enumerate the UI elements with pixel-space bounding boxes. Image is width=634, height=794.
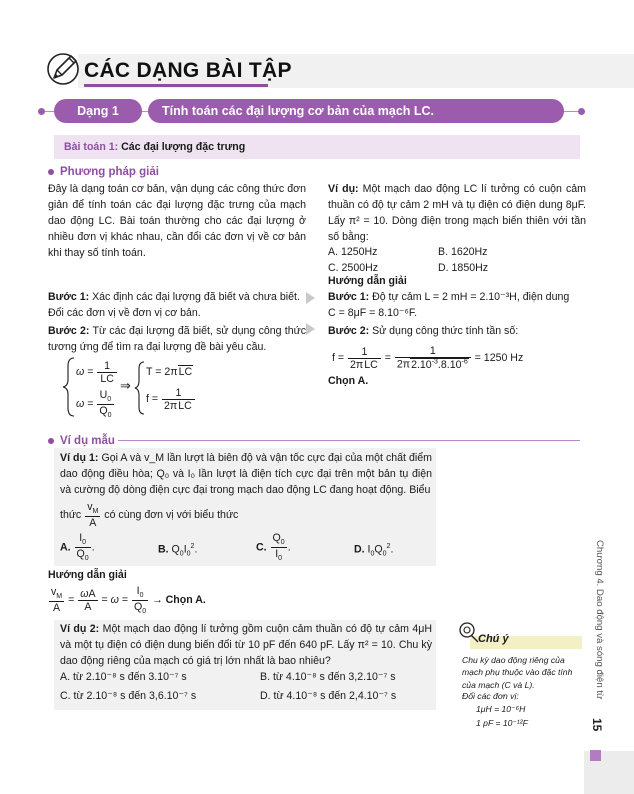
example-answer: Chọn A. bbox=[328, 375, 369, 387]
example-step2: Bước 2: Sử dụng công thức tính tần số: bbox=[328, 325, 519, 337]
pencil-icon bbox=[44, 48, 84, 88]
bai-toan-box bbox=[54, 135, 580, 159]
example2-text: Ví dụ 2: Một mạch dao động lí tưởng gồm cuộn cảm thuần có độ tự cảm 4μH và một tụ điện có điện dung biến đổi từ 10 pF đến 640 pF. Lấy π² = 10. Chu kỳ dao động riêng của mạch có giá trị lớn nhất là bao nhiêu? bbox=[60, 623, 432, 667]
bullet-icon bbox=[48, 169, 54, 175]
method-step1: Bước 1: Xác định các đại lượng đã biết và chưa biết. Đổi các đơn vị về đơn vị cơ bản. bbox=[48, 291, 300, 319]
dang-title: Tính toán các đại lượng cơ bản của mạch LC. bbox=[148, 99, 564, 123]
chu-y-unit2: 1 pF = 10⁻¹²F bbox=[476, 718, 528, 728]
bullet-icon bbox=[48, 438, 54, 444]
chapter-side-label: Chương 4. Dao động và sóng điện từ bbox=[594, 540, 605, 700]
method-intro: Đây là dạng toán cơ bản, vận dụng các công thức đơn giản để tính toán các đại lượng đặc trưng của mạch dao động LC. Bài toán thường cho các đại lượng ở nhiều đơn vị khác nhau, cần đổi các đơn vị về cơ bản khi thay số tính toán. bbox=[48, 183, 306, 259]
example1-solution: $\frac{v_M}{A}$ = $\frac{\omega A}{A}$ = ω = $\frac{I_0}{Q_0}$ → Chọn A. bbox=[51, 584, 206, 615]
dang-dot-right bbox=[578, 108, 585, 115]
bai-toan-title: Các đại lượng đặc trưng bbox=[121, 141, 246, 153]
title-underline bbox=[84, 84, 268, 87]
chu-y-unit1: 1μH = 10⁻⁶H bbox=[476, 704, 526, 714]
method-step2: Bước 2: Từ các đại lượng đã biết, sử dụng công thức tương ứng để tìm ra đại lượng đề bài yêu cầu. bbox=[48, 325, 307, 353]
example-step1-line2: C = 8μF = 8.10⁻⁶F. bbox=[328, 307, 418, 319]
example1-text: Ví dụ 1: Gọi A và v_M lần lượt là biên độ và vận tốc cực đại của một chất điểm dao động điều hòa; Q₀ và I₀ lần lượt là điện tích cực đại trên một bản tụ điện và cường độ dòng điện cực đại trong mạch dao động LC đang hoạt động. Biểu bbox=[60, 452, 432, 496]
corner-square bbox=[590, 750, 601, 761]
page-title: CÁC DẠNG BÀI TẬP bbox=[84, 59, 292, 82]
example2-options: A. từ 2.10⁻⁸ s đến 3.10⁻⁷ s B. từ 4.10⁻⁸ s đến 3,2.10⁻⁷ s C. từ 2.10⁻⁸ s đến 3,6.10⁻⁷ s D. từ 4.10⁻⁸ s đến 2,4.10⁻⁷ s bbox=[60, 671, 397, 702]
formula-period: T = 2πLC f = $\frac{1}{\text{2πLC}}$ bbox=[146, 362, 226, 416]
chu-y-text: Chu kỳ dao động riêng của mạch phụ thuộc vào đặc tính của mạch (C và L). bbox=[462, 655, 573, 690]
arrow-step2-icon bbox=[306, 323, 315, 335]
page-number: 15 bbox=[590, 718, 604, 732]
example-question: Ví dụ: Một mạch dao động LC lí tưởng có cuộn cảm thuần có độ tự cảm 2 mH và tụ điện có điện dung 8μF. Lấy π² = 10. Dòng điện trong mạch biến thiên với tần số bằng: bbox=[328, 183, 586, 243]
vi-du-mau-heading: Ví dụ mẫu bbox=[48, 433, 115, 450]
arrow-step1-icon bbox=[306, 292, 315, 304]
example-guide-heading: Hướng dẫn giải bbox=[328, 275, 407, 287]
example-step1: Bước 1: Độ tự cảm L = 2 mH = 2.10⁻³H, điện dung bbox=[328, 291, 570, 303]
bai-toan-label: Bài toán 1: bbox=[64, 141, 119, 153]
chu-y-heading: Chú ý bbox=[478, 633, 509, 645]
example1-tail: thức $\frac{v_M}{A}$ có cùng đơn vị với biểu thức bbox=[60, 501, 239, 530]
vdm-guide-heading: Hướng dẫn giải bbox=[48, 569, 127, 581]
chu-y-convert: Đổi các đơn vị: bbox=[462, 691, 519, 701]
formula-omega: ω = $\frac{1}{LC}$ ω = $\frac{U_0}{Q_0}$ bbox=[76, 356, 136, 420]
vi-du-mau-divider bbox=[118, 440, 580, 441]
example-options: A. 1250Hz B. 1620Hz C. 2500Hz D. 1850Hz bbox=[328, 246, 489, 274]
example-formula: f = $\frac{1}{\text{2πLC}}$ = $\frac{1}{2\pi 2.10^{-3}.8.10^{-6}}$ = 1250 Hz bbox=[332, 345, 524, 371]
dang-label: Dạng 1 bbox=[54, 99, 142, 123]
method-heading: Phương pháp giải bbox=[48, 164, 159, 181]
dang-dot-left bbox=[38, 108, 45, 115]
implies-arrow-icon: ⇒ bbox=[120, 378, 131, 393]
example1-options: A. $\frac{I_0}{Q_0}$ . B. $Q_0I_0^2$. C. $\frac{Q_0}{I_0}$ . D. $I_0Q_0^2$. bbox=[60, 532, 394, 563]
